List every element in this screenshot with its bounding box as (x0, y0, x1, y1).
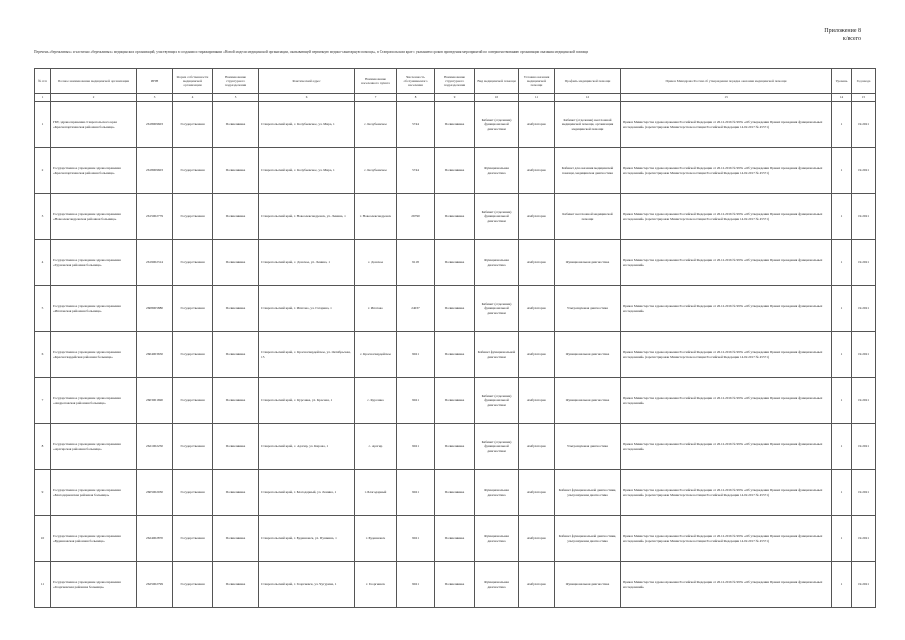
settlement-cell: с. Донское (355, 240, 397, 286)
order-document-cell: Приказ Министерства здравоохранения Российской Федерации от 26.12.2016 № 997н «Об утверждении Правил проведения функциональных исследований» (зарегистрирован Министерством юстиции Российской Федерации 14.02.2017 № 45571) (621, 332, 832, 378)
column-header: Профиль медицинской помощи (555, 69, 621, 94)
column-number: 1 (35, 94, 51, 102)
level-cell: 1 (832, 240, 852, 286)
population-cell: 9021 (397, 424, 435, 470)
address-cell: Ставропольский край, с. Кочубеевское, ул. Мира, 1 (259, 148, 355, 194)
appendix-label (824, 27, 861, 43)
population-cell: 24037 (397, 286, 435, 332)
address-cell: Ставропольский край, г. Новоалександровск, ул. Ленина, 1 (259, 194, 355, 240)
profile-cell: Функциональная диагностика (555, 240, 621, 286)
address-cell: Ставропольский край, г. Ипатово, ул. Гагарина, 1 (259, 286, 355, 332)
population-cell: 9021 (397, 516, 435, 562)
inn-cell: 2621002250 (137, 424, 173, 470)
ownership-cell: Государственная (173, 148, 213, 194)
year-cell: 19.2021 (852, 424, 876, 470)
order-document-cell: Приказ Министерства здравоохранения Российской Федерации от 26.12.2016 № 997н «Об утверждении Правил проведения функциональных исследований» (зарегистрирован Министерством юстиции Российской Федерации 14.02.2017 № 45571) (621, 148, 832, 194)
ownership-cell: Государственная (173, 102, 213, 148)
settlement-cell: г. Ипатово (355, 286, 397, 332)
conditions-cell: Амбулаторно (519, 470, 555, 516)
order-document-cell: Приказ Министерства здравоохранения Российской Федерации от 26.12.2016 № 997н «Об утверждении Правил проведения функциональных исследований» (621, 424, 832, 470)
year-cell: 19.2021 (852, 378, 876, 424)
level-cell: 1 (832, 332, 852, 378)
row-number: 2 (35, 148, 51, 194)
settlement-cell: с. Кочубеевское (355, 148, 397, 194)
header-row (35, 69, 876, 94)
inn-cell: 2603001690 (137, 378, 173, 424)
organization-name: Государственное учреждение здравоохранения «Благодарненская районная больница» (51, 470, 137, 516)
registry-table (34, 68, 876, 608)
table-body (35, 102, 876, 608)
conditions-cell: Амбулаторно (519, 102, 555, 148)
column-header: Уровень (832, 69, 852, 94)
conditions-cell: Амбулаторно (519, 562, 555, 608)
order-document-cell: Приказ Министерства здравоохранения Российской Федерации от 26.12.2016 № 997н «Об утверждении Правил проведения функциональных исследований» (621, 562, 832, 608)
profile-cell: Функциональная диагностика (555, 332, 621, 378)
year-cell: 19.2021 (852, 194, 876, 240)
ownership-cell: Государственная (173, 378, 213, 424)
column-number: 15 (852, 94, 876, 102)
organization-name: Государственное учреждение здравоохранения «Андроповская районная больница» (51, 378, 137, 424)
inn-cell: 2625002799 (137, 562, 173, 608)
column-number: 14 (832, 94, 852, 102)
organization-name: Государственное учреждение здравоохранения «Красногвардейская районная больница» (51, 332, 137, 378)
settlement-cell: г. Георгиевск (355, 562, 397, 608)
conditions-cell: Амбулаторно (519, 194, 555, 240)
row-number: 6 (35, 332, 51, 378)
unit-cell: Поликлиника (213, 516, 259, 562)
population-cell: 9118 (397, 240, 435, 286)
order-document-cell: Приказ Министерства здравоохранения Российской Федерации от 26.12.2016 № 997н «Об утверждении Правил проведения функциональных исследований» (зарегистрирован Министерством юстиции Российской Федерации 14.02.2017 № 45571) (621, 470, 832, 516)
inn-cell: 2608005880 (137, 286, 173, 332)
row-number: 11 (35, 562, 51, 608)
table-row (35, 378, 876, 424)
row-number: 5 (35, 286, 51, 332)
conditions-cell: Амбулаторно (519, 332, 555, 378)
population-cell: 9021 (397, 470, 435, 516)
level-cell: 1 (832, 470, 852, 516)
population-cell: 5744 (397, 148, 435, 194)
profile-cell: Кабинет (отделение) неотложной медицинской помощи, организация медицинской помощи (555, 102, 621, 148)
profile-cell: Функциональная диагностика (555, 378, 621, 424)
unit-cell: Поликлиника (213, 332, 259, 378)
care-type-cell: Кабинет (отделение) функциональной диагностики (475, 286, 519, 332)
column-header: ИНН (137, 69, 173, 94)
level-cell: 1 (832, 516, 852, 562)
column-header: Приказ Минздрава России об утверждении порядка оказания медицинской помощи (621, 69, 832, 94)
ownership-cell: Государственная (173, 470, 213, 516)
settlement-cell: с. Кочубеевское (355, 102, 397, 148)
unit-cell: Поликлиника (213, 286, 259, 332)
ownership-cell: Государственная (173, 194, 213, 240)
year-cell: 19.2021 (852, 148, 876, 194)
table-row (35, 424, 876, 470)
level-cell: 1 (832, 194, 852, 240)
year-cell: 19.2021 (852, 516, 876, 562)
ownership-cell: Государственная (173, 516, 213, 562)
column-number: 6 (259, 94, 355, 102)
address-cell: Ставропольский край, с. Красногвардейское, ул. Октябрьская, 15 (259, 332, 355, 378)
subunit-cell: Поликлиника (435, 240, 475, 286)
column-header: Численность обслуживаемого населения (397, 69, 435, 94)
unit-cell: Поликлиника (213, 102, 259, 148)
care-type-cell: Функциональная диагностика (475, 516, 519, 562)
address-cell: Ставропольский край, г. Буденновск, ул. Пушкина, 1 (259, 516, 355, 562)
column-number: 7 (355, 94, 397, 102)
organization-name: Государственное учреждение здравоохранения «Краснопартизанская районная больница» (51, 148, 137, 194)
table-row (35, 194, 876, 240)
subunit-cell: Поликлиника (435, 516, 475, 562)
profile-cell: Функциональная диагностика (555, 562, 621, 608)
order-document-cell: Приказ Министерства здравоохранения Российской Федерации от 26.12.2016 № 997н «Об утверждении Правил проведения функциональных исследований» (621, 286, 832, 332)
column-header: Фактический адрес (259, 69, 355, 94)
table-caption: Перечень «бережливых» и частично «бережливых» медицинских организаций, участвующих в создании и тиражировании «Новой модели медицинской организации, оказывающей первичную медико-санитарную помощь», в Ставропольском крае с указанием сроков проведения мероприятий по совершенствованию организации оказания медицинской помощи (34, 50, 589, 54)
column-header: Вид медицинской помощи (475, 69, 519, 94)
inn-cell: 2619002314 (137, 240, 173, 286)
conditions-cell: Амбулаторно (519, 516, 555, 562)
row-number: 9 (35, 470, 51, 516)
population-cell: 9021 (397, 378, 435, 424)
population-cell: 5744 (397, 102, 435, 148)
inn-cell: 2624002870 (137, 516, 173, 562)
subunit-cell: Поликлиника (435, 286, 475, 332)
conditions-cell: Амбулаторно (519, 378, 555, 424)
organization-name: Государственное учреждение здравоохранения «Георгиевская районная больница» (51, 562, 137, 608)
table-row (35, 148, 876, 194)
care-type-cell: Кабинет (отделение) функциональной диагностики (475, 424, 519, 470)
address-cell: Ставропольский край, г. Благодарный, ул. Ленина, 1 (259, 470, 355, 516)
care-type-cell: Функциональная диагностика (475, 148, 519, 194)
column-number: 13 (621, 94, 832, 102)
conditions-cell: Амбулаторно (519, 286, 555, 332)
level-cell: 1 (832, 424, 852, 470)
order-document-cell: Приказ Министерства здравоохранения Российской Федерации от 26.12.2016 № 997н «Об утверждении Правил проведения функциональных исследований» (зарегистрирован Министерством юстиции Российской Федерации 14.02.2017 № 45571) (621, 194, 832, 240)
table-row (35, 516, 876, 562)
column-number-row (35, 94, 876, 102)
unit-cell: Поликлиника (213, 148, 259, 194)
subunit-cell: Поликлиника (435, 562, 475, 608)
settlement-cell: г. Новоалександровск (355, 194, 397, 240)
care-type-cell: Функциональная диагностика (475, 470, 519, 516)
address-cell: Ставропольский край, с. Кочубеевское, ул. Мира, 1 (259, 102, 355, 148)
subunit-cell: Поликлиника (435, 332, 475, 378)
column-number: 12 (555, 94, 621, 102)
care-type-cell: Кабинет (отделение) функциональной диагностики (475, 378, 519, 424)
care-type-cell: Кабинет функциональной диагностики (475, 332, 519, 378)
level-cell: 1 (832, 562, 852, 608)
year-cell: 19.2021 (852, 562, 876, 608)
subunit-cell: Поликлиника (435, 378, 475, 424)
inn-cell: 2618009603 (137, 102, 173, 148)
order-document-cell: Приказ Министерства здравоохранения Российской Федерации от 26.12.2016 № 997н «Об утверждении Правил проведения функциональных исследований» (зарегистрирован Министерством юстиции Российской Федерации 14.02.2017 № 45571) (621, 102, 832, 148)
order-document-cell: Приказ Министерства здравоохранения Российской Федерации от 26.12.2016 № 997н «Об утверждении Правил проведения функциональных исследований» (621, 240, 832, 286)
subunit-cell: Поликлиника (435, 470, 475, 516)
column-number: 9 (435, 94, 475, 102)
inn-cell: 2604003650 (137, 332, 173, 378)
unit-cell: Поликлиника (213, 470, 259, 516)
ownership-cell: Государственная (173, 286, 213, 332)
column-header: Полное наименование медицинской организации (51, 69, 137, 94)
unit-cell: Поликлиника (213, 378, 259, 424)
column-number: 11 (519, 94, 555, 102)
unit-cell: Поликлиника (213, 424, 259, 470)
profile-cell: Кабинет для оказания медицинской помощи, медицинская диагностика (555, 148, 621, 194)
year-cell: 19.2021 (852, 240, 876, 286)
settlement-cell: с. Курсавка (355, 378, 397, 424)
row-number: 10 (35, 516, 51, 562)
profile-cell: Кабинет неотложной медицинской помощи (555, 194, 621, 240)
address-cell: Ставропольский край, с. Донское, ул. Ленина, 1 (259, 240, 355, 286)
ownership-cell: Государственная (173, 562, 213, 608)
conditions-cell: Амбулаторно (519, 424, 555, 470)
subunit-cell: Поликлиника (435, 424, 475, 470)
subunit-cell: Поликлиника (435, 102, 475, 148)
population-cell: 9021 (397, 332, 435, 378)
column-number: 10 (475, 94, 519, 102)
organization-name: Государственное учреждение здравоохранения «Ипатовская районная больница» (51, 286, 137, 332)
organization-name: Государственное учреждение здравоохранения «Новоалександровская районная больница» (51, 194, 137, 240)
column-header: Форма собственности медицинской организации (173, 69, 213, 94)
profile-cell: Ультразвуковая диагностика (555, 286, 621, 332)
conditions-cell: Амбулаторно (519, 148, 555, 194)
column-header: Наименование структурного подразделения (435, 69, 475, 94)
organization-name: Государственное учреждение здравоохранения «Буденновская районная больница» (51, 516, 137, 562)
level-cell: 1 (832, 102, 852, 148)
column-header: Условия оказания медицинской помощи (519, 69, 555, 94)
settlement-cell: г. Буденновск (355, 516, 397, 562)
settlement-cell: с. Арзгир (355, 424, 397, 470)
column-header: Наименование структурного подразделения (213, 69, 259, 94)
column-header: Год ввода (852, 69, 876, 94)
profile-cell: Ультразвуковая диагностика (555, 424, 621, 470)
unit-cell: Поликлиника (213, 194, 259, 240)
column-number: 3 (137, 94, 173, 102)
level-cell: 1 (832, 378, 852, 424)
subunit-cell: Поликлиника (435, 194, 475, 240)
organization-name: Государственное учреждение здравоохранения «Труновская районная больница» (51, 240, 137, 286)
ownership-cell: Государственная (173, 424, 213, 470)
profile-cell: Кабинет функциональной диагностики, ультразвуковая диагностика (555, 470, 621, 516)
subunit-cell: Поликлиника (435, 148, 475, 194)
profile-cell: Кабинет функциональной диагностики, ультразвуковая диагностика (555, 516, 621, 562)
address-cell: Ставропольский край, г. Георгиевск, ул. Чугурина, 1 (259, 562, 355, 608)
settlement-cell: г. Благодарный (355, 470, 397, 516)
column-number: 4 (173, 94, 213, 102)
conditions-cell: Амбулаторно (519, 240, 555, 286)
row-number: 8 (35, 424, 51, 470)
inn-cell: 2615002779 (137, 194, 173, 240)
unit-cell: Поликлиника (213, 562, 259, 608)
table-row (35, 562, 876, 608)
care-type-cell: Функциональная диагностика (475, 240, 519, 286)
care-type-cell: Кабинет (отделение) функциональной диагностики (475, 194, 519, 240)
population-cell: 9021 (397, 562, 435, 608)
appendix-title: Приложение 8 (824, 28, 861, 34)
care-type-cell: Кабинет (отделение) функциональной диагностики (475, 102, 519, 148)
order-document-cell: Приказ Министерства здравоохранения Российской Федерации от 26.12.2016 № 997н «Об утверждении Правил проведения функциональных исследований» (621, 378, 832, 424)
level-cell: 1 (832, 148, 852, 194)
table-row (35, 470, 876, 516)
year-cell: 19.2021 (852, 470, 876, 516)
column-number: 2 (51, 94, 137, 102)
inn-cell: 2605002030 (137, 470, 173, 516)
row-number: 1 (35, 102, 51, 148)
inn-cell: 2618009603 (137, 148, 173, 194)
row-number: 7 (35, 378, 51, 424)
table-row (35, 102, 876, 148)
table-row (35, 332, 876, 378)
care-type-cell: Функциональная диагностика (475, 562, 519, 608)
year-cell: 19.2021 (852, 102, 876, 148)
settlement-cell: с. Красногвардейское (355, 332, 397, 378)
organization-name: ГБУ, здравоохранения ставропольского края «Краснопартизанская районная больница» (51, 102, 137, 148)
column-number: 5 (213, 94, 259, 102)
column-header: Наименование населенного пункта (355, 69, 397, 94)
unit-cell: Поликлиника (213, 240, 259, 286)
organization-name: Государственное учреждение здравоохранения «Арзгирская районная больница» (51, 424, 137, 470)
year-cell: 19.2021 (852, 286, 876, 332)
column-header: № п/п (35, 69, 51, 94)
ownership-cell: Государственная (173, 332, 213, 378)
address-cell: Ставропольский край, с. Арзгир, ул. Кирова, 1 (259, 424, 355, 470)
table-row (35, 240, 876, 286)
population-cell: 26790 (397, 194, 435, 240)
table-row (35, 286, 876, 332)
appendix-subtitle: к/всего (842, 36, 861, 42)
address-cell: Ставропольский край, с. Курсавка, ул. Красная, 1 (259, 378, 355, 424)
order-document-cell: Приказ Министерства здравоохранения Российской Федерации от 26.12.2016 № 997н «Об утверждении Правил проведения функциональных исследований» (зарегистрирован Министерством юстиции Российской Федерации 14.02.2017 № 45571) (621, 516, 832, 562)
level-cell: 1 (832, 286, 852, 332)
column-number: 8 (397, 94, 435, 102)
row-number: 3 (35, 194, 51, 240)
row-number: 4 (35, 240, 51, 286)
ownership-cell: Государственная (173, 240, 213, 286)
year-cell: 19.2021 (852, 332, 876, 378)
